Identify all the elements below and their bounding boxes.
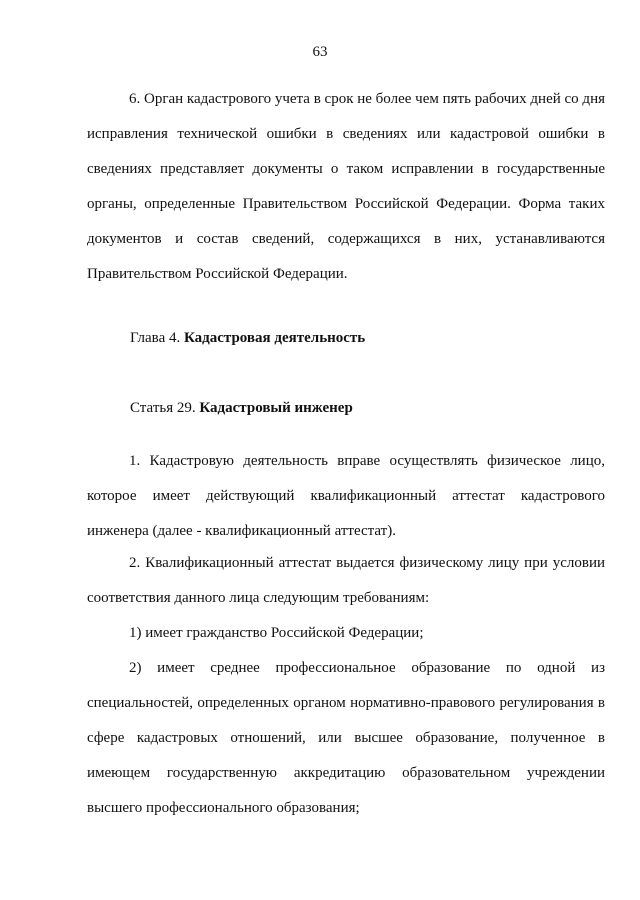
list-item-2 <box>87 651 605 826</box>
list-item-1-text: 1) имеет гражданство Российской Федерации; <box>129 625 424 641</box>
article-title: Кадастровый инженер <box>199 400 353 416</box>
chapter-title: Кадастровая деятельность <box>183 330 366 346</box>
paragraph-1-text: 1. Кадастровую деятельность вправе осуществлять физическое лицо, которое имеет действующий квалификационный аттестат кадастрового инженера (далее - квалификационный аттестат). <box>87 453 605 539</box>
article-prefix: Статья 29. <box>130 400 196 416</box>
paragraph-6 <box>87 82 605 292</box>
paragraph-6-text: 6. Орган кадастрового учета в срок не более чем пять рабочих дней со дня исправления технической ошибки в сведениях или кадастровой ошибки в сведениях представляет документы о таком исправлении в государственные органы, определенные Правительством Российской Федерации. Форма таких документов и состав сведений, содержащихся в них, устанавливаются Правительством Российской Федерации. <box>87 91 605 282</box>
paragraph-1 <box>87 444 605 549</box>
list-item-1 <box>87 616 605 651</box>
paragraph-2 <box>87 546 605 616</box>
chapter-prefix: Глава 4. <box>130 330 181 346</box>
page-number: 63 <box>312 44 328 60</box>
paragraph-2-text: 2. Квалификационный аттестат выдается физическому лицу при условии соответствия данного лица следующим требованиям: <box>87 555 605 606</box>
chapter-heading <box>130 330 365 347</box>
article-heading <box>130 400 353 417</box>
list-item-2-text: 2) имеет среднее профессиональное образование по одной из специальностей, определенных органом нормативно-правового регулирования в сфере кадастровых отношений, или высшее образование, полученное в имеющем государственную аккредитацию образовательном учреждении высшего профессионального образования; <box>87 660 605 816</box>
